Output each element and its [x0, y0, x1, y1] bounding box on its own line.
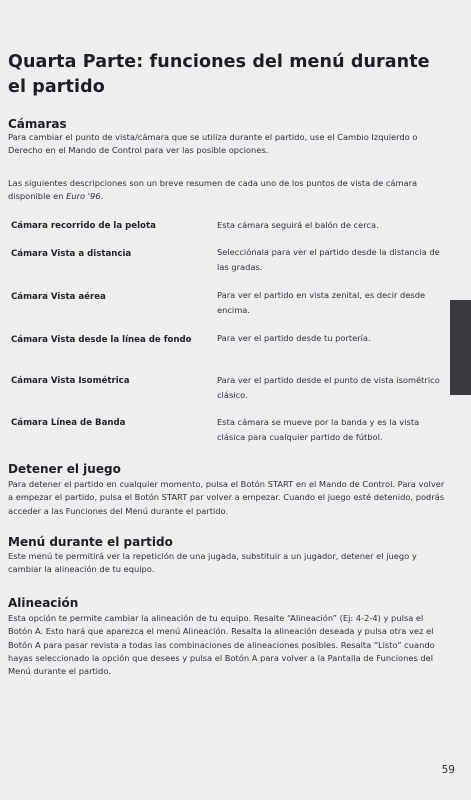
camaras-intro: Para cambiar el punto de vista/cámara que se utiliza durante el partido, use el Cambio Izquierdo o Derecho en el Mando de Control para ver las posible opciones.: [8, 132, 418, 156]
camera-label: Cámara Vista a distancia: [11, 249, 132, 259]
page-title: Quarta Parte: funciones del menú durante el partido: [8, 52, 430, 97]
alineacion-text: Esta opción te permite cambiar la alineación de tu equipo. Resalte “Alineación” (Ej: 4-2-4) y pulsa el Botón A. Esto hará que aparezca el menú Alineación. Resalta la alineación deseada y pulsa otra vez el Botón A para pasar revista a todas las combinaciones de alineaciones posibles. Resalta “Listo” cuando hayas seleccionado la opción que desees y pulsa el Botón A para volver a la Pantalla de Funciones del Menú durante el partido.: [8, 613, 435, 677]
camaras-summary-end: .: [100, 191, 104, 202]
section-heading-menu: Menú durante el partido: [8, 535, 173, 549]
detener-text: Para detener el partido en cualquier momento, pulsa el Botón START en el Mando de Control. Para volver a empezar el partido, pulsa el Botón START par volver a empezar. Cuando el juego esté detenido, podrás acceder a las Funciones del Menú durante el partido.: [8, 479, 445, 516]
camaras-summary-text: Las siguientes descripciones son un breve resumen de cada uno de los puntos de vista de cámara disponible en: [8, 178, 418, 202]
section-heading-alineacion: Alineación: [8, 596, 79, 610]
camera-label: Cámara Vista desde la línea de fondo: [11, 335, 192, 345]
camera-label: Cámara Vista aérea: [11, 292, 106, 302]
camera-description: Para ver el partido desde el punto de vista isométrico clásico.: [217, 375, 440, 400]
camera-description: Esta cámara seguirá el balón de cerca.: [217, 220, 379, 230]
camaras-summary: [8, 177, 448, 204]
section-heading-camaras: Cámaras: [8, 117, 67, 131]
page-edge-tab: [450, 300, 471, 395]
game-title: Euro '96: [66, 191, 101, 202]
camera-description: Para ver el partido desde tu portería.: [217, 333, 371, 343]
camera-description: Esta cámara se mueve por la banda y es la vista clásica para cualquier partido de fútbol.: [217, 417, 420, 442]
camera-description: Para ver el partido en vista zenital, es decir desde encima.: [217, 290, 426, 315]
camera-label: Cámara recorrido de la pelota: [11, 221, 156, 231]
section-heading-detener: Detener el juego: [8, 462, 121, 476]
page-number: 59: [441, 764, 455, 776]
camera-label: Cámara Vista Isométrica: [11, 376, 130, 386]
menu-text: Este menú te permitirá ver la repetición de una jugada, substituir a un jugador, detener el juego y cambiar la alineación de tu equipo.: [8, 551, 417, 575]
camera-label: Cámara Línea de Banda: [11, 418, 126, 428]
camera-description: Selecciónala para ver el partido desde la distancia de las gradas.: [217, 247, 440, 272]
